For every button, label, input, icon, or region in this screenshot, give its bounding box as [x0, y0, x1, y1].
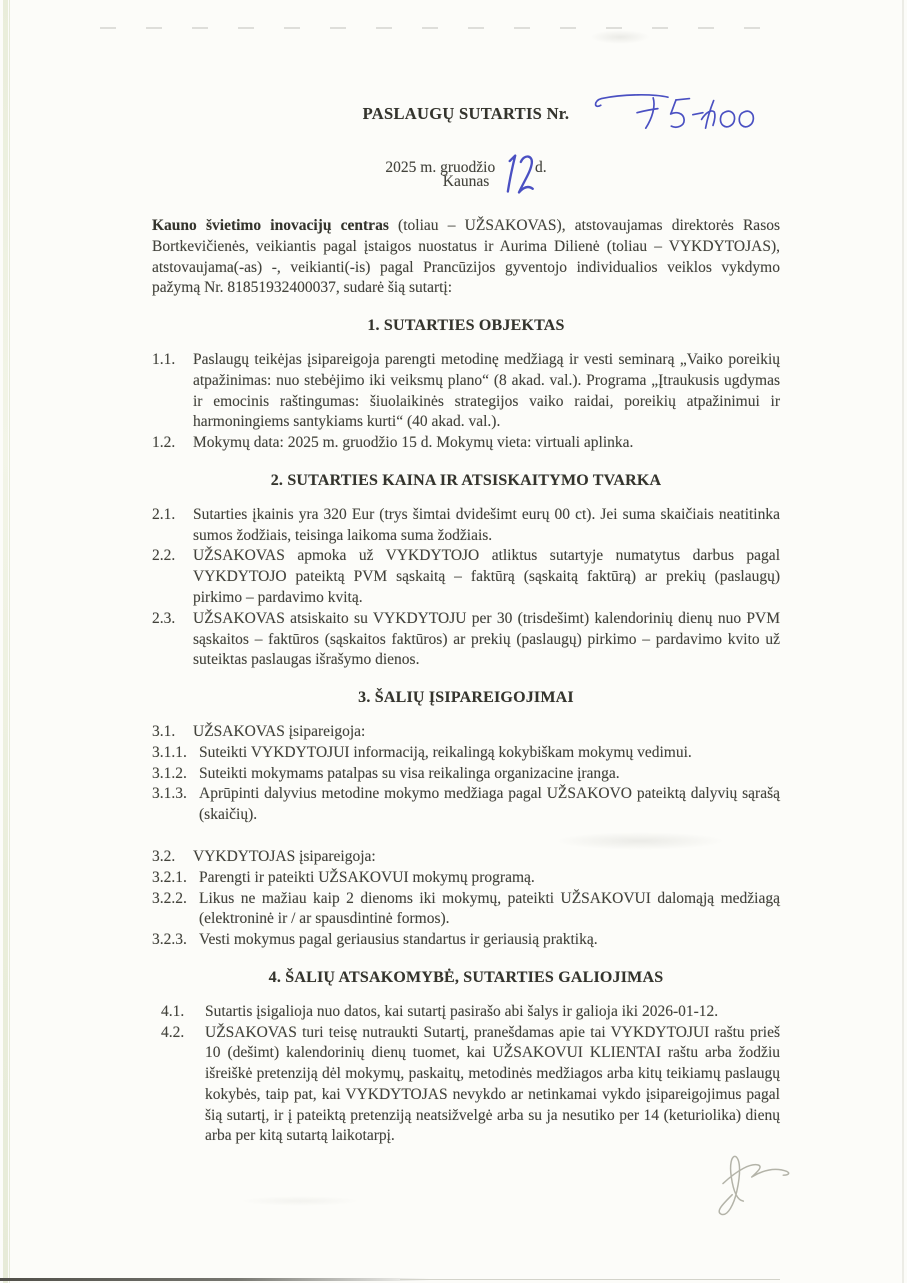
clause-text: UŽSAKOVAS apmoka už VYKDYTOJO atliktus sutartyje numatytus darbus pagal VYKDYTOJO pateiktą PVM sąskaitą – faktūrą (sąskaitą faktūrą) ar prekių (paslaugų) pirkimo – pardavimo kvitą.: [193, 547, 780, 606]
clause-3-2-2: [152, 889, 780, 931]
clause-number: 3.2.1.: [152, 868, 187, 886]
clause-3-1: [152, 722, 780, 743]
clause-number: 2.1.: [152, 505, 176, 523]
date-line: [152, 150, 780, 176]
clause-3-2: [152, 847, 780, 868]
clause-number: 3.2.2.: [152, 889, 187, 907]
clause-number: 3.1.2.: [152, 764, 187, 782]
clause-text: Aprūpinti dalyvius metodine mokymo medžiaga pagal UŽSAKOVO pateiktą dalyvių sąrašą (skaičių).: [199, 785, 780, 824]
clause-number: 3.1.1.: [152, 743, 187, 761]
clause-text: Likus ne mažiau kaip 2 dienoms iki mokymų, pateikti UŽSAKOVUI dalomąją medžiagą (elektroninė ir / ar spausdintinė formos).: [199, 889, 780, 928]
scan-edge-left-line: [9, 0, 10, 1283]
clause-text: Mokymų data: 2025 m. gruodžio 15 d. Mokymų vieta: virtuali aplinka.: [193, 434, 634, 452]
scan-edge-bottom: [0, 1278, 430, 1281]
clause-4-2: [161, 1023, 780, 1148]
clause-number: 3.1.: [152, 722, 176, 740]
clause-number: 1.2.: [152, 434, 176, 452]
clause-number: 4.1.: [161, 1002, 185, 1020]
clause-text: UŽSAKOVAS įsipareigoja:: [193, 722, 366, 740]
clause-2-1: [152, 505, 780, 547]
preamble-text: (toliau – UŽSAKOVAS), atstovaujamas direktorės Rasos Bortkevičienės, veikiantis pagal įstaigos nuostatus ir Aurima Dilienė (toliau – VYKDYTOJAS), atstovaujama(-as) -, veikianti(-is) pagal Prancūzijos gyventojo individualios veiklos vykdymo pažymą Nr. 81851932400037, sudarė šią sutartį:: [152, 217, 781, 297]
clause-4-1: [161, 1002, 780, 1023]
clause-number: 2.2.: [152, 547, 176, 565]
clause-text: Paslaugų teikėjas įsipareigoja parengti metodinę medžiagą ir vesti seminarą „Vaiko poreikių atpažinimas: nuo stebėjimo iki veiksmų plano“ (8 akad. val.). Programa „Įtraukusis ugdymas ir emocinis raštingumas: šiuolaikinės strategijos vaiko raidai, poreikių atpažinimui ir harmoningiems santykiams kurti“ (40 akad. val.).: [193, 350, 780, 431]
section-3: [152, 688, 780, 951]
date-day-handwriting: [501, 150, 535, 198]
clause-text: Suteikti VYKDYTOJUI informaciją, reikalingą kokybiškam mokymų vedimui.: [199, 743, 692, 761]
clause-3-1-3: [152, 784, 780, 826]
clause-1-2: [152, 433, 780, 454]
clause-number: 3.1.3.: [152, 785, 187, 803]
party-name: Kauno švietimo inovacijų centras: [152, 217, 389, 234]
clause-text: Sutartis įsigalioja nuo datos, kai sutartį pasirašo abi šalys ir galioja iki 2026-01-12.: [205, 1002, 719, 1020]
clause-number: 3.2.3.: [152, 931, 187, 949]
clause-number: 1.1.: [152, 350, 176, 368]
city: Kaunas: [442, 173, 490, 190]
clause-number: 3.2.: [152, 847, 176, 865]
document-title: PASLAUGŲ SUTARTIS Nr.: [362, 104, 570, 123]
scan-edge-bottom-faint: [400, 1279, 780, 1280]
clause-text: UŽSAKOVAS atsiskaito su VYKDYTOJU per 30 (trisdešimt) kalendorinių dienų nuo PVM sąskaitos – faktūros (sąskaitos faktūros) ar prekių (paslaugų) pirkimo – pardavimo kvito už suteiktas paslaugas išrašymo dienos.: [193, 609, 780, 669]
document-body: [152, 0, 780, 1147]
section-2-heading: 2. SUTARTIES KAINA IR ATSISKAITYMO TVARKA: [270, 471, 662, 489]
clause-text: Sutarties įkainis yra 320 Eur (trys šimtai dvidešimt eurų 00 ct). Jei suma skaičiais neatitinka sumos žodžiais, teisinga laikoma suma žodžiais.: [193, 505, 780, 544]
signature: [697, 1143, 799, 1225]
clause-text: Vesti mokymus pagal geriausius standartus ir geriausią praktiką.: [199, 931, 598, 949]
scan-edge-right: [902, 0, 904, 1283]
clause-text: UŽSAKOVAS turi teisę nutraukti Sutartį, pranešdamas apie tai VYKDYTOJUI raštu prieš 10 (dešimt) kalendorinių dienų tuomet, kai UŽSAKOVUI KLIENTAI raštu arba žodžiu išreiškė pretenziją dėl mokymų, paskaitų, metodinės medžiagos arba kitų teikiamų paslaugų kokybės, taip pat, kai VYKDYTOJAS nevykdo ar netinkamai vykdo įsipareigojimus pagal šią sutartį, ir į pateiktą pretenziją neatsižvelgė arba su ja nesutiko per 14 (keturiolika) dienų arba per kitą sutartą laikotarpį.: [205, 1023, 780, 1145]
clause-3-1-1: [152, 743, 780, 764]
section-1-heading: 1. SUTARTIES OBJEKTAS: [367, 317, 565, 335]
section-4-heading: 4. ŠALIŲ ATSAKOMYBĖ, SUTARTIES GALIOJIMAS: [268, 968, 664, 986]
clause-3-2-3: [152, 930, 780, 951]
date-prefix: 2025 m. gruodžio: [385, 159, 496, 176]
scan-edge-left: [3, 0, 8, 1283]
clause-1-1: [152, 350, 780, 433]
section-2: [152, 471, 780, 671]
section-4: [152, 968, 780, 1147]
clause-text: Parengti ir pateikti UŽSAKOVUI mokymų programą.: [199, 868, 535, 886]
scan-bleedthrough-smudge: [240, 1196, 360, 1206]
date-suffix: d.: [534, 159, 547, 176]
clause-3-1-2: [152, 764, 780, 785]
clause-number: 2.3.: [152, 609, 176, 627]
section-3-heading: 3. ŠALIŲ ĮSIPAREIGOJIMAI: [358, 689, 574, 707]
document-title-row: [152, 104, 780, 138]
contract-number-handwriting: [590, 88, 758, 136]
clause-number: 4.2.: [161, 1023, 185, 1041]
clause-2-3: [152, 609, 780, 671]
clause-2-2: [152, 546, 780, 608]
clause-text: Suteikti mokymams patalpas su visa reikalinga organizacine įranga.: [199, 764, 620, 782]
clause-text: VYKDYTOJAS įsipareigoja:: [193, 847, 376, 865]
preamble: [152, 216, 780, 299]
clause-3-2-1: [152, 868, 780, 889]
section-1: [152, 316, 780, 454]
